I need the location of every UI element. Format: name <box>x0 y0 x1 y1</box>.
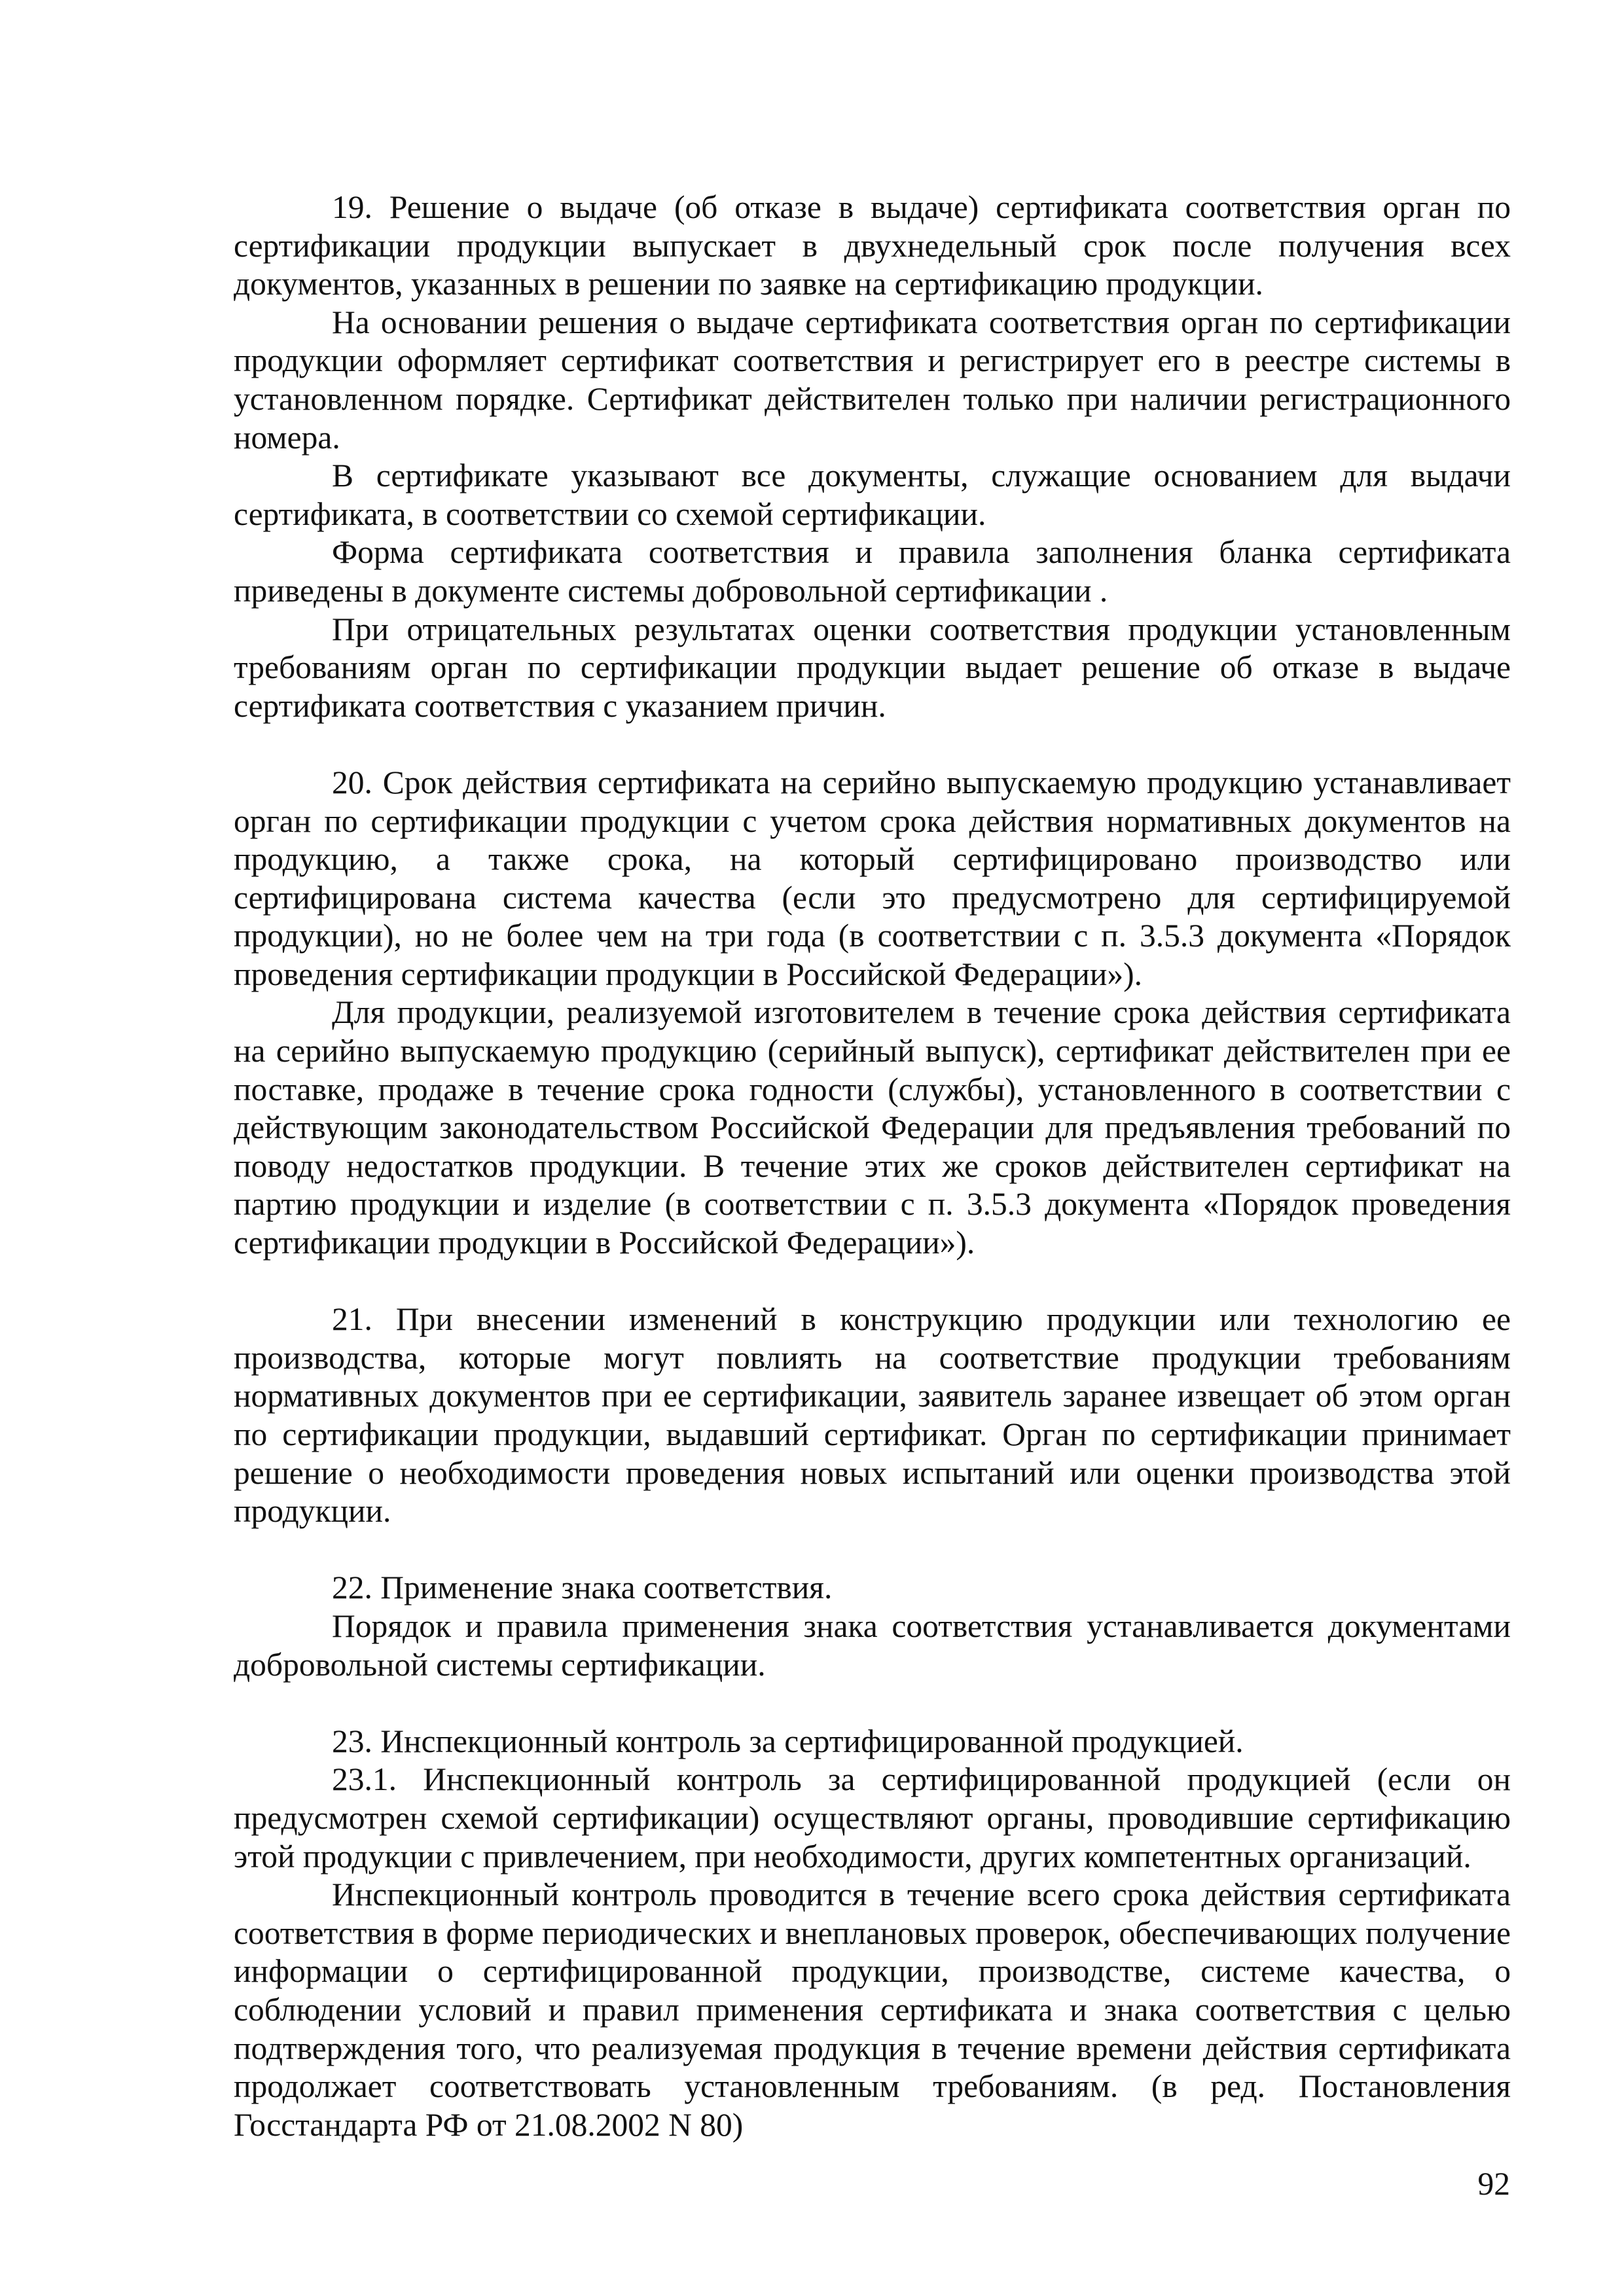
paragraph: 20. Срок действия сертификата на серийно выпускаемую продукцию устанавливает орган по сертификации продукции с учетом срока действия нормативных документов на продукцию, а также срока, на который сертифицировано производство или сертифицирована система качества (если это предусмотрено для сертифицируемой продукции), но не более чем на три года (в соответствии с п. 3.5.3 документа «Порядок проведения сертификации продукции в Российской Федерации»). <box>234 764 1511 992</box>
paragraph: 23.1. Инспекционный контроль за сертифицированной продукцией (если он предусмотрен схемой сертификации) осуществляют органы, проводившие сертификацию этой продукции с привлечением, при необходимости, других компетентных организаций. <box>234 1761 1511 1874</box>
paragraph: В сертификате указывают все документы, служащие основанием для выдачи сертификата, в соответствии со схемой сертификации. <box>234 457 1511 532</box>
page-number: 92 <box>1477 2166 1510 2202</box>
section-19 <box>234 188 1511 725</box>
paragraph: 23. Инспекционный контроль за сертифицированной продукцией. <box>332 1723 1244 1759</box>
paragraph: При отрицательных результатах оценки соответствия продукции установленным требованиям орган по сертификации продукции выдает решение об отказе в выдаче сертификата соответствия с указанием причин. <box>234 611 1511 724</box>
section-spacer <box>234 1684 1511 1723</box>
paragraph: Форма сертификата соответствия и правила заполнения бланка сертификата приведены в документе системы добровольной сертификации . <box>234 534 1511 609</box>
paragraph: 21. При внесении изменений в конструкцию продукции или технологию ее производства, которые могут повлиять на соответствие продукции требованиям нормативных документов при ее сертификации, заявитель заранее извещает об этом орган по сертификации продукции, выдавший сертификат. Орган по сертификации принимает решение о необходимости проведения новых испытаний или оценки производства этой продукции. <box>234 1301 1511 1530</box>
paragraph: Порядок и правила применения знака соответствия устанавливается документами добровольной системы сертификации. <box>234 1607 1511 1683</box>
document-page <box>234 188 1511 2144</box>
paragraph: 19. Решение о выдаче (об отказе в выдаче) сертификата соответствия орган по сертификации продукции выпускает в двухнедельный срок после получения всех документов, указанных в решении по заявке на сертификацию продукции. <box>234 189 1511 302</box>
paragraph: Инспекционный контроль проводится в течение всего срока действия сертификата соответствия в форме периодических и внеплановых проверок, обеспечивающих получение информации о сертифицированной продукции, производстве, системе качества, о соблюдении условий и правил применения сертификата и знака соответствия с целью подтверждения того, что реализуемая продукция в течение времени действия сертификата продолжает соответствовать установленным требованиям. (в ред. Постановления Госстандарта РФ от 21.08.2002 N 80) <box>234 1876 1511 2143</box>
section-spacer <box>234 1531 1511 1570</box>
paragraph: На основании решения о выдаче сертификата соответствия орган по сертификации продукции оформляет сертификат соответствия и регистрирует его в реестре системы в установленном порядке. Сертификат действителен только при наличии регистрационного номера. <box>234 304 1511 456</box>
section-22 <box>234 1569 1511 1684</box>
section-23 <box>234 1723 1511 2145</box>
section-spacer <box>234 725 1511 764</box>
section-21 <box>234 1300 1511 1531</box>
section-20 <box>234 764 1511 1263</box>
section-spacer <box>234 1263 1511 1301</box>
paragraph: Для продукции, реализуемой изготовителем в течение срока действия сертификата на серийно выпускаемую продукцию (серийный выпуск), сертификат действителен при ее поставке, продаже в течение срока годности (службы), установленного в соответствии с действующим законодательством Российской Федерации для предъявления требований по поводу недостатков продукции. В течение этих же сроков действителен сертификат на партию продукции и изделие (в соответствии с п. 3.5.3 документа «Порядок проведения сертификации продукции в Российской Федерации»). <box>234 994 1511 1261</box>
paragraph: 22. Применение знака соответствия. <box>332 1570 833 1606</box>
